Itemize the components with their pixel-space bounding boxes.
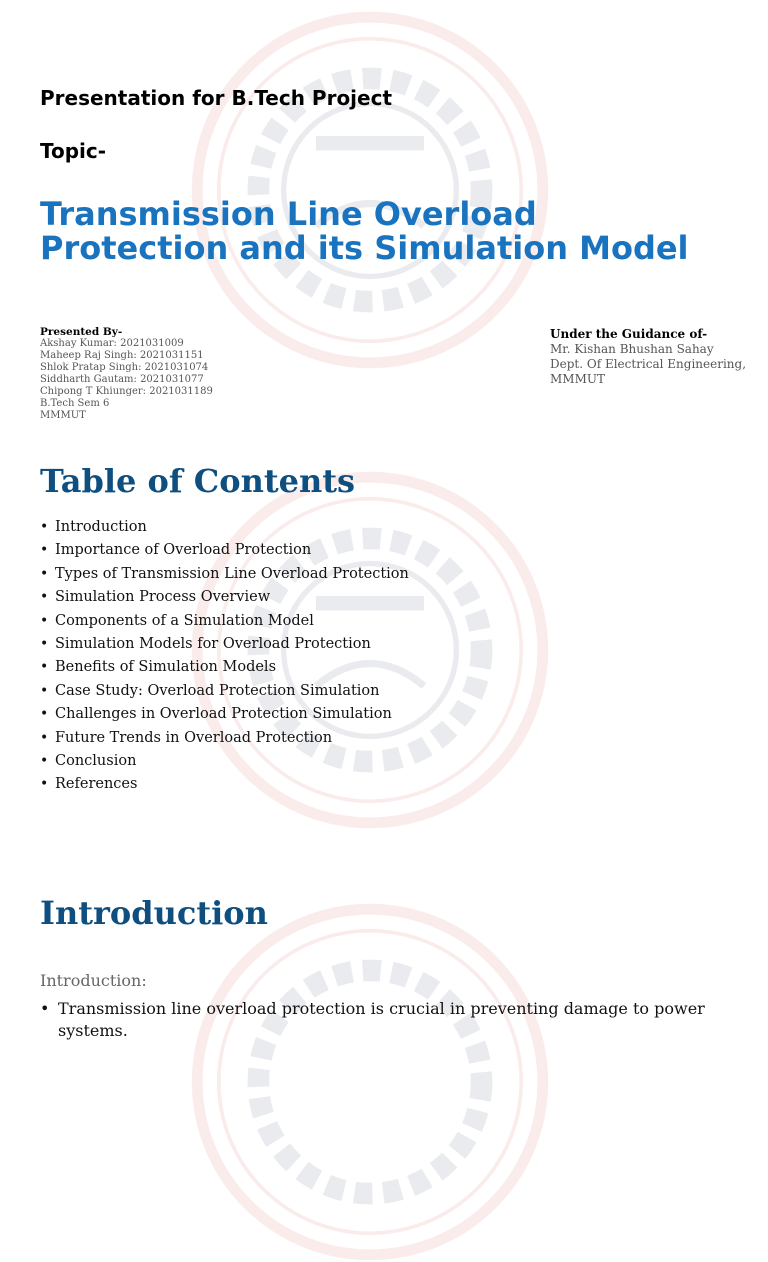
topic-label: Topic- [40, 139, 107, 163]
introduction-bullet: • Transmission line overload protection is crucial in preventing damage to power systems. [40, 998, 768, 1042]
presenter-line: Shlok Pratap Singh: 2021031074 [40, 362, 209, 373]
presenter-line: Akshay Kumar: 2021031009 [40, 338, 184, 349]
toc-slide [0, 432, 768, 864]
toc-item: • Simulation Models for Overload Protection [40, 633, 409, 656]
toc-item: • Components of a Simulation Model [40, 610, 409, 633]
introduction-subheading: Introduction: [40, 971, 147, 990]
introduction-slide [0, 864, 768, 1040]
toc-item: • Conclusion [40, 750, 409, 773]
presentation-kicker: Presentation for B.Tech Project [40, 86, 393, 110]
presenter-line: B.Tech Sem 6 [40, 398, 110, 409]
guide-department: Dept. Of Electrical Engineering, [550, 357, 747, 371]
presenter-line: MMMUT [40, 410, 86, 421]
university-seal-icon [190, 902, 550, 1262]
university-seal-icon [190, 10, 550, 370]
toc-item: • Simulation Process Overview [40, 586, 409, 609]
introduction-heading: Introduction [40, 894, 268, 932]
guide-organization: MMMUT [550, 372, 605, 386]
toc-heading: Table of Contents [40, 462, 356, 500]
toc-item: • References [40, 773, 409, 796]
toc-item: • Future Trends in Overload Protection [40, 727, 409, 750]
presenter-line: Siddharth Gautam: 2021031077 [40, 374, 204, 385]
presentation-title [40, 197, 740, 265]
guide-name: Mr. Kishan Bhushan Sahay [550, 342, 714, 356]
guidance-label: Under the Guidance of- [550, 327, 708, 341]
title-line-1: Transmission Line Overload [40, 195, 537, 233]
toc-item: • Case Study: Overload Protection Simulation [40, 680, 409, 703]
presenter-line: Maheep Raj Singh: 2021031151 [40, 350, 204, 361]
toc-item: • Challenges in Overload Protection Simulation [40, 703, 409, 726]
presenter-line: Chipong T Khiunger: 2021031189 [40, 386, 213, 397]
toc-item: • Importance of Overload Protection [40, 539, 409, 562]
introduction-bullets [40, 998, 768, 1042]
toc-item: • Benefits of Simulation Models [40, 656, 409, 679]
title-slide [0, 0, 768, 432]
presented-by-label: Presented By- [40, 326, 123, 338]
toc-item: • Introduction [40, 516, 409, 539]
guidance-block [550, 327, 746, 387]
presenters-block [40, 326, 213, 422]
title-line-2: Protection and its Simulation Model [40, 229, 689, 267]
toc-item: • Types of Transmission Line Overload Protection [40, 563, 409, 586]
toc-list [40, 516, 409, 797]
